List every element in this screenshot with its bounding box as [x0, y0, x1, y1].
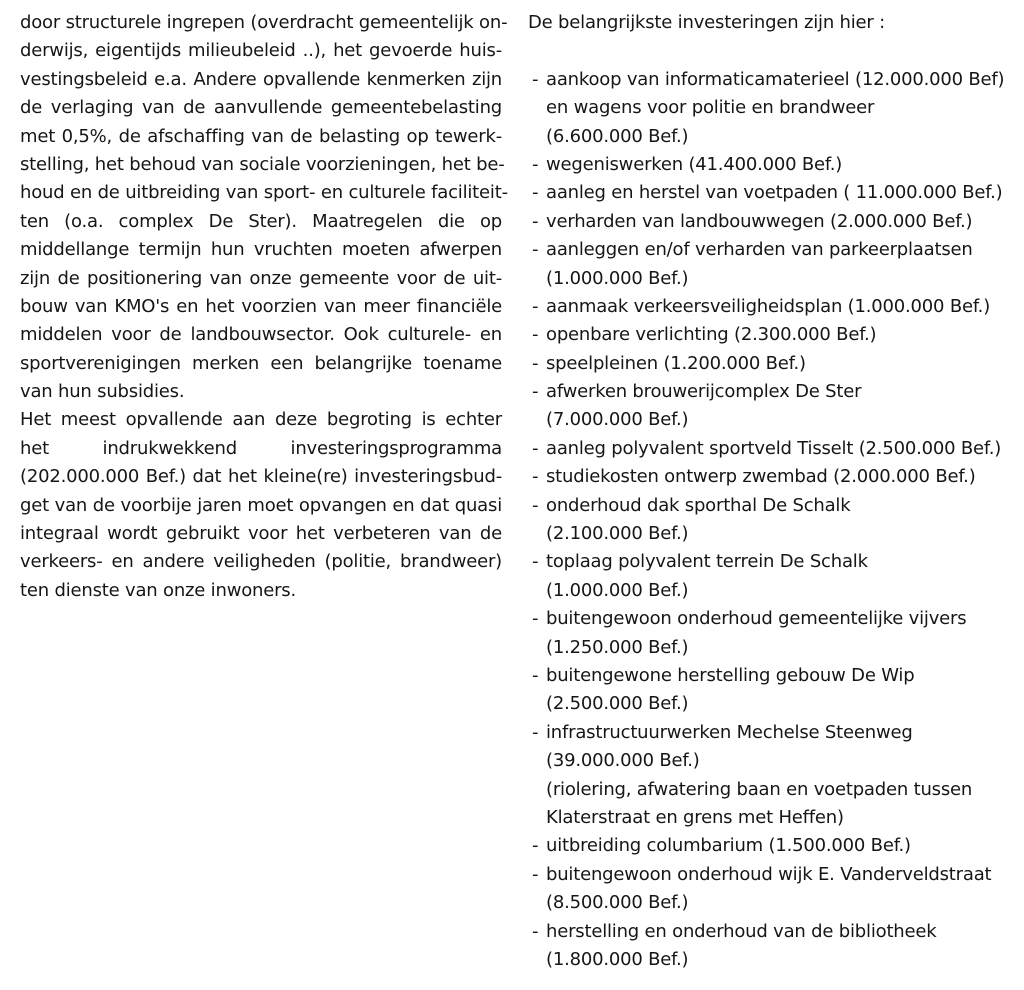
investment-item-line: Klaterstraat en grens met Heffen)	[546, 806, 844, 828]
investment-item-line: (1.800.000 Bef.)	[546, 948, 689, 970]
bullet-dash: -	[532, 664, 539, 686]
left-column	[20, 9, 508, 605]
investment-item-line: aanleg en herstel van voetpaden ( 11.000.000 Bef.)	[546, 182, 1003, 204]
bullet-dash: -	[532, 721, 539, 743]
investment-item-line: buitengewoon onderhoud wijk E. Vanderveldstraat	[546, 863, 992, 885]
investment-item	[528, 208, 1018, 236]
text-line: middellange termijn hun vruchten moeten afwerpen	[20, 239, 502, 261]
text-line: bouw van KMO's en het voorzien van meer financiële	[20, 295, 502, 317]
investment-item-line: aanleg polyvalent sportveld Tisselt (2.500.000 Bef.)	[546, 437, 1002, 459]
bullet-dash: -	[532, 210, 539, 232]
investment-item-line: verharden van landbouwwegen (2.000.000 Bef.)	[546, 210, 973, 232]
investment-item	[528, 321, 1018, 349]
investment-item-line: (riolering, afwatering baan en voetpaden tussen	[546, 778, 973, 800]
investment-item	[528, 832, 1018, 860]
investment-item	[528, 918, 1018, 975]
investment-item-line: herstelling en onderhoud van de bibliotheek	[546, 920, 937, 942]
investment-item-line: (2.100.000 Bef.)	[546, 523, 689, 545]
investment-item-line: aankoop van informaticamaterieel (12.000.000 Bef)	[546, 68, 1005, 90]
investment-item-line: aanmaak verkeersveiligheidsplan (1.000.000 Bef.)	[546, 295, 991, 317]
investment-item-line: (2.500.000 Bef.)	[546, 693, 689, 715]
text-line: integraal wordt gebruikt voor het verbeteren van de	[20, 523, 502, 545]
bullet-dash: -	[532, 835, 539, 857]
investment-item-line: (1.000.000 Bef.)	[546, 579, 689, 601]
bullet-dash: -	[532, 920, 539, 942]
investment-item-line: speelpleinen (1.200.000 Bef.)	[546, 352, 806, 374]
investment-item-line: studiekosten ontwerp zwembad (2.000.000 Bef.)	[546, 466, 976, 488]
bullet-dash: -	[532, 68, 539, 90]
investment-item-line: onderhoud dak sporthal De Schalk	[546, 494, 851, 516]
investment-item	[528, 463, 1018, 491]
text-line: Het meest opvallende aan deze begroting is echter	[20, 409, 502, 431]
bullet-dash: -	[532, 153, 539, 175]
bullet-dash: -	[532, 182, 539, 204]
investment-item-line: infrastructuurwerken Mechelse Steenweg	[546, 721, 913, 743]
investment-item-line: toplaag polyvalent terrein De Schalk	[546, 551, 868, 573]
text-line: het indrukwekkend investeringsprogramma	[20, 437, 502, 459]
investment-item-line: (8.500.000 Bef.)	[546, 892, 689, 914]
bullet-dash: -	[532, 239, 539, 261]
investment-item	[528, 605, 1018, 662]
text-line: met 0,5%, de afschaffing van de belasting op tewerk-	[20, 125, 502, 147]
investment-item-line: wegeniswerken (41.400.000 Bef.)	[546, 153, 843, 175]
bullet-dash: -	[532, 494, 539, 516]
text-line: zijn de positionering van onze gemeente voor de uit-	[20, 267, 502, 289]
bullet-dash: -	[532, 466, 539, 488]
investment-item-line: (39.000.000 Bef.)	[546, 750, 700, 772]
investment-item-line: afwerken brouwerijcomplex De Ster	[546, 381, 862, 403]
bullet-dash: -	[532, 295, 539, 317]
investment-list-intro: De belangrijkste investeringen zijn hier :	[528, 12, 886, 33]
investment-item-line: (1.250.000 Bef.)	[546, 636, 689, 658]
bullet-dash: -	[532, 324, 539, 346]
investment-item	[528, 662, 1018, 719]
investment-item-line: openbare verlichting (2.300.000 Bef.)	[546, 324, 877, 346]
text-line: ten (o.a. complex De Ster). Maatregelen die op	[20, 210, 502, 232]
investment-list	[528, 66, 1018, 975]
bullet-dash: -	[532, 551, 539, 573]
investment-item	[528, 350, 1018, 378]
text-line: door structurele ingrepen (overdracht gemeentelijk on-	[20, 12, 508, 33]
investment-item-line: en wagens voor politie en brandweer	[546, 97, 875, 119]
investment-item-line: (7.000.000 Bef.)	[546, 409, 689, 431]
investment-item-line: (6.600.000 Bef.)	[546, 125, 689, 147]
text-line: verkeers- en andere veiligheden (politie, brandweer)	[20, 551, 502, 573]
bullet-dash: -	[532, 863, 539, 885]
investment-item	[528, 861, 1018, 918]
text-line: derwijs, eigentijds milieubeleid ..), het gevoerde huis-	[20, 40, 502, 62]
bullet-dash: -	[532, 608, 539, 630]
text-line: sportverenigingen merken een belangrijke toename	[20, 352, 502, 374]
text-line: (202.000.000 Bef.) dat het kleine(re) investeringsbud-	[20, 466, 502, 488]
investment-item	[528, 548, 1018, 605]
text-line: houd en de uitbreiding van sport- en culturele faciliteit-	[20, 182, 508, 204]
text-line: van hun subsidies.	[20, 381, 185, 403]
text-line: de verlaging van de aanvullende gemeentebelasting	[20, 97, 502, 119]
text-line: get van de voorbije jaren moet opvangen en dat quasi	[20, 494, 502, 516]
investment-item	[528, 378, 1018, 435]
bullet-dash: -	[532, 381, 539, 403]
text-line: ten dienste van onze inwoners.	[20, 579, 297, 601]
text-line: stelling, het behoud van sociale voorzieningen, het be-	[20, 153, 505, 175]
investment-item	[528, 719, 1018, 833]
text-line: middelen voor de landbouwsector. Ook culturele- en	[20, 324, 502, 346]
investment-item	[528, 179, 1018, 207]
investment-item	[528, 236, 1018, 293]
investment-item-line: aanleggen en/of verharden van parkeerplaatsen	[546, 239, 973, 261]
text-line: vestingsbeleid e.a. Andere opvallende kenmerken zijn	[20, 68, 502, 90]
investment-item	[528, 435, 1018, 463]
bullet-dash: -	[532, 352, 539, 374]
blank-line	[528, 37, 1018, 65]
investment-item	[528, 151, 1018, 179]
investment-item	[528, 492, 1018, 549]
investment-item	[528, 293, 1018, 321]
investment-item	[528, 66, 1018, 151]
bullet-dash: -	[532, 437, 539, 459]
investment-item-line: (1.000.000 Bef.)	[546, 267, 689, 289]
right-column	[528, 9, 1018, 974]
investment-item-line: uitbreiding columbarium (1.500.000 Bef.)	[546, 835, 911, 857]
investment-item-line: buitengewoon onderhoud gemeentelijke vijvers	[546, 608, 967, 630]
investment-item-line: buitengewone herstelling gebouw De Wip	[546, 664, 915, 686]
paragraph-budget-features	[20, 9, 508, 406]
paragraph-investment-program	[20, 406, 502, 605]
